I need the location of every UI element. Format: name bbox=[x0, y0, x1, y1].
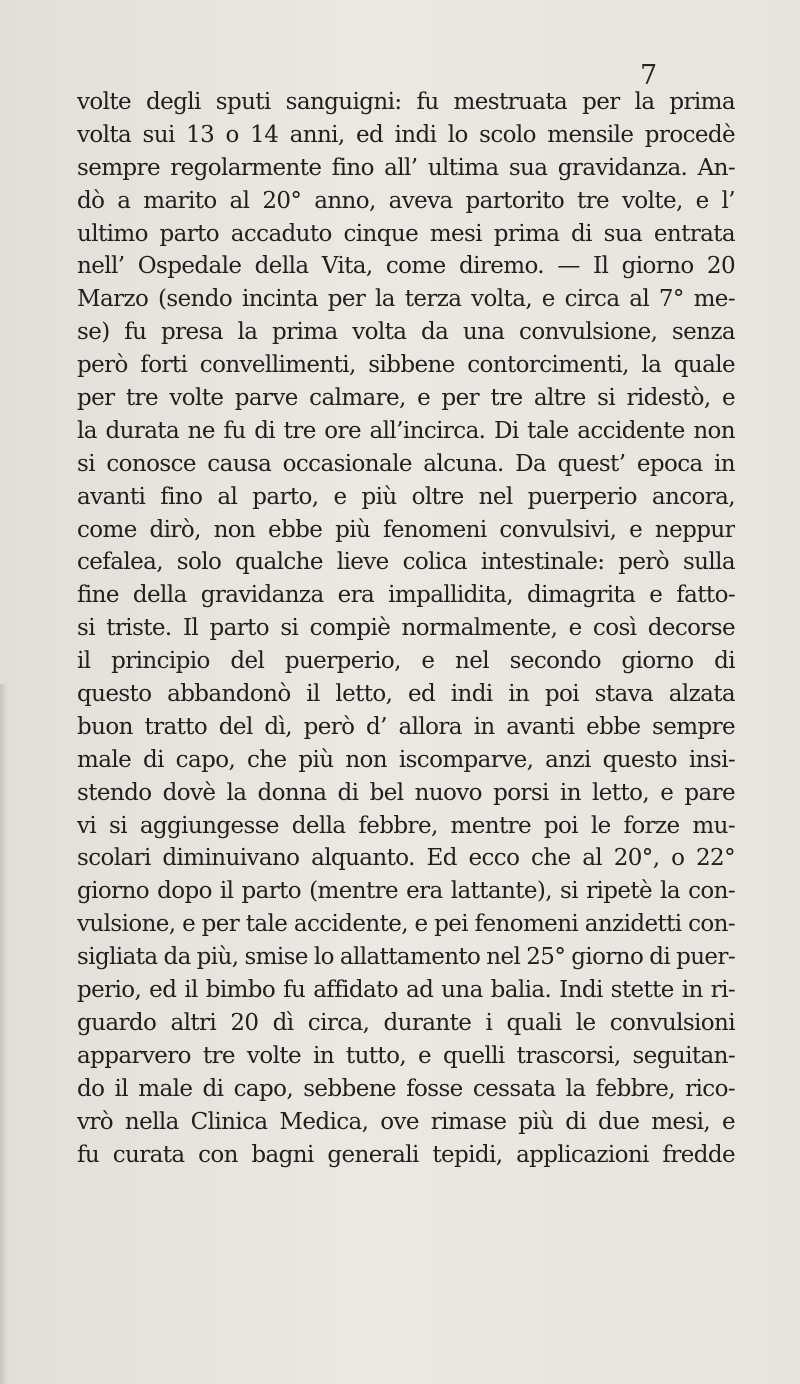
text-line: cefalea, solo qualche lieve colica intestinale: però sulla bbox=[77, 549, 735, 576]
text-line: do il male di capo, sebbene fosse cessata la febbre, rico- bbox=[77, 1075, 735, 1102]
text-line: questo abbandonò il letto, ed indi in poi stava alzata bbox=[77, 681, 735, 708]
text-line: volta sui 13 o 14 anni, ed indi lo scolo mensile procedè bbox=[77, 121, 735, 148]
text-line: volte degli sputi sanguigni: fu mestruata per la prima bbox=[77, 89, 735, 115]
text-line: male di capo, che più non iscomparve, anzi questo insi- bbox=[77, 746, 735, 773]
text-line: fu curata con bagni generali tepidi, applicazioni fredde bbox=[77, 1141, 735, 1168]
text-line: sigliata da più, smise lo allattamento nel 25° giorno di puer- bbox=[77, 944, 735, 971]
text-line: scolari diminuivano alquanto. Ed ecco che al 20°, o 22° bbox=[77, 845, 735, 872]
text-line: si triste. Il parto si compiè normalmente, e così decorse bbox=[77, 615, 735, 642]
text-line: avanti fino al parto, e più oltre nel puerperio ancora, bbox=[77, 483, 735, 510]
text-line: ultimo parto accaduto cinque mesi prima di sua entrata bbox=[77, 220, 735, 247]
text-line: apparvero tre volte in tutto, e quelli trascorsi, seguitan- bbox=[77, 1042, 735, 1069]
text-line: per tre volte parve calmare, e per tre altre si ridestò, e bbox=[77, 385, 735, 412]
text-line: sempre regolarmente fino all’ ultima sua gravidanza. An- bbox=[77, 154, 735, 181]
text-line: però forti convellimenti, sibbene contorcimenti, la quale bbox=[77, 352, 735, 379]
text-line: come dirò, non ebbe più fenomeni convulsivi, e neppur bbox=[77, 516, 735, 543]
text-line: fine della gravidanza era impallidita, dimagrita e fatto- bbox=[77, 582, 735, 609]
text-line: vi si aggiungesse della febbre, mentre poi le forze mu- bbox=[77, 812, 735, 839]
text-line: il principio del puerperio, e nel secondo giorno di bbox=[77, 648, 735, 675]
text-line: buon tratto del dì, però d’ allora in avanti ebbe sempre bbox=[77, 713, 735, 740]
body-text bbox=[77, 86, 735, 1171]
text-line: nell’ Ospedale della Vita, come diremo. — Il giorno 20 bbox=[77, 253, 735, 280]
page-number: 7 bbox=[640, 60, 658, 91]
text-line: si conosce causa occasionale alcuna. Da quest’ epoca in bbox=[77, 450, 735, 477]
text-line: vulsione, e per tale accidente, e pei fenomeni anzidetti con- bbox=[77, 911, 735, 938]
text-line: guardo altri 20 dì circa, durante i quali le convulsioni bbox=[77, 1009, 735, 1036]
text-line: giorno dopo il parto (mentre era lattante), si ripetè la con- bbox=[77, 878, 735, 905]
scan-edge-shadow bbox=[0, 684, 8, 1384]
text-line: la durata ne fu di tre ore all’incirca. Di tale accidente non bbox=[77, 417, 735, 444]
text-line: stendo dovè la donna di bel nuovo porsi in letto, e pare bbox=[77, 779, 735, 806]
text-line: perio, ed il bimbo fu affidato ad una balia. Indi stette in ri- bbox=[77, 977, 735, 1004]
text-line: se) fu presa la prima volta da una convulsione, senza bbox=[77, 319, 735, 346]
text-line: vrò nella Clinica Medica, ove rimase più di due mesi, e bbox=[77, 1108, 735, 1135]
text-line: dò a marito al 20° anno, aveva partorito tre volte, e l’ bbox=[77, 187, 735, 214]
text-line: Marzo (sendo incinta per la terza volta, e circa al 7° me- bbox=[77, 286, 735, 313]
